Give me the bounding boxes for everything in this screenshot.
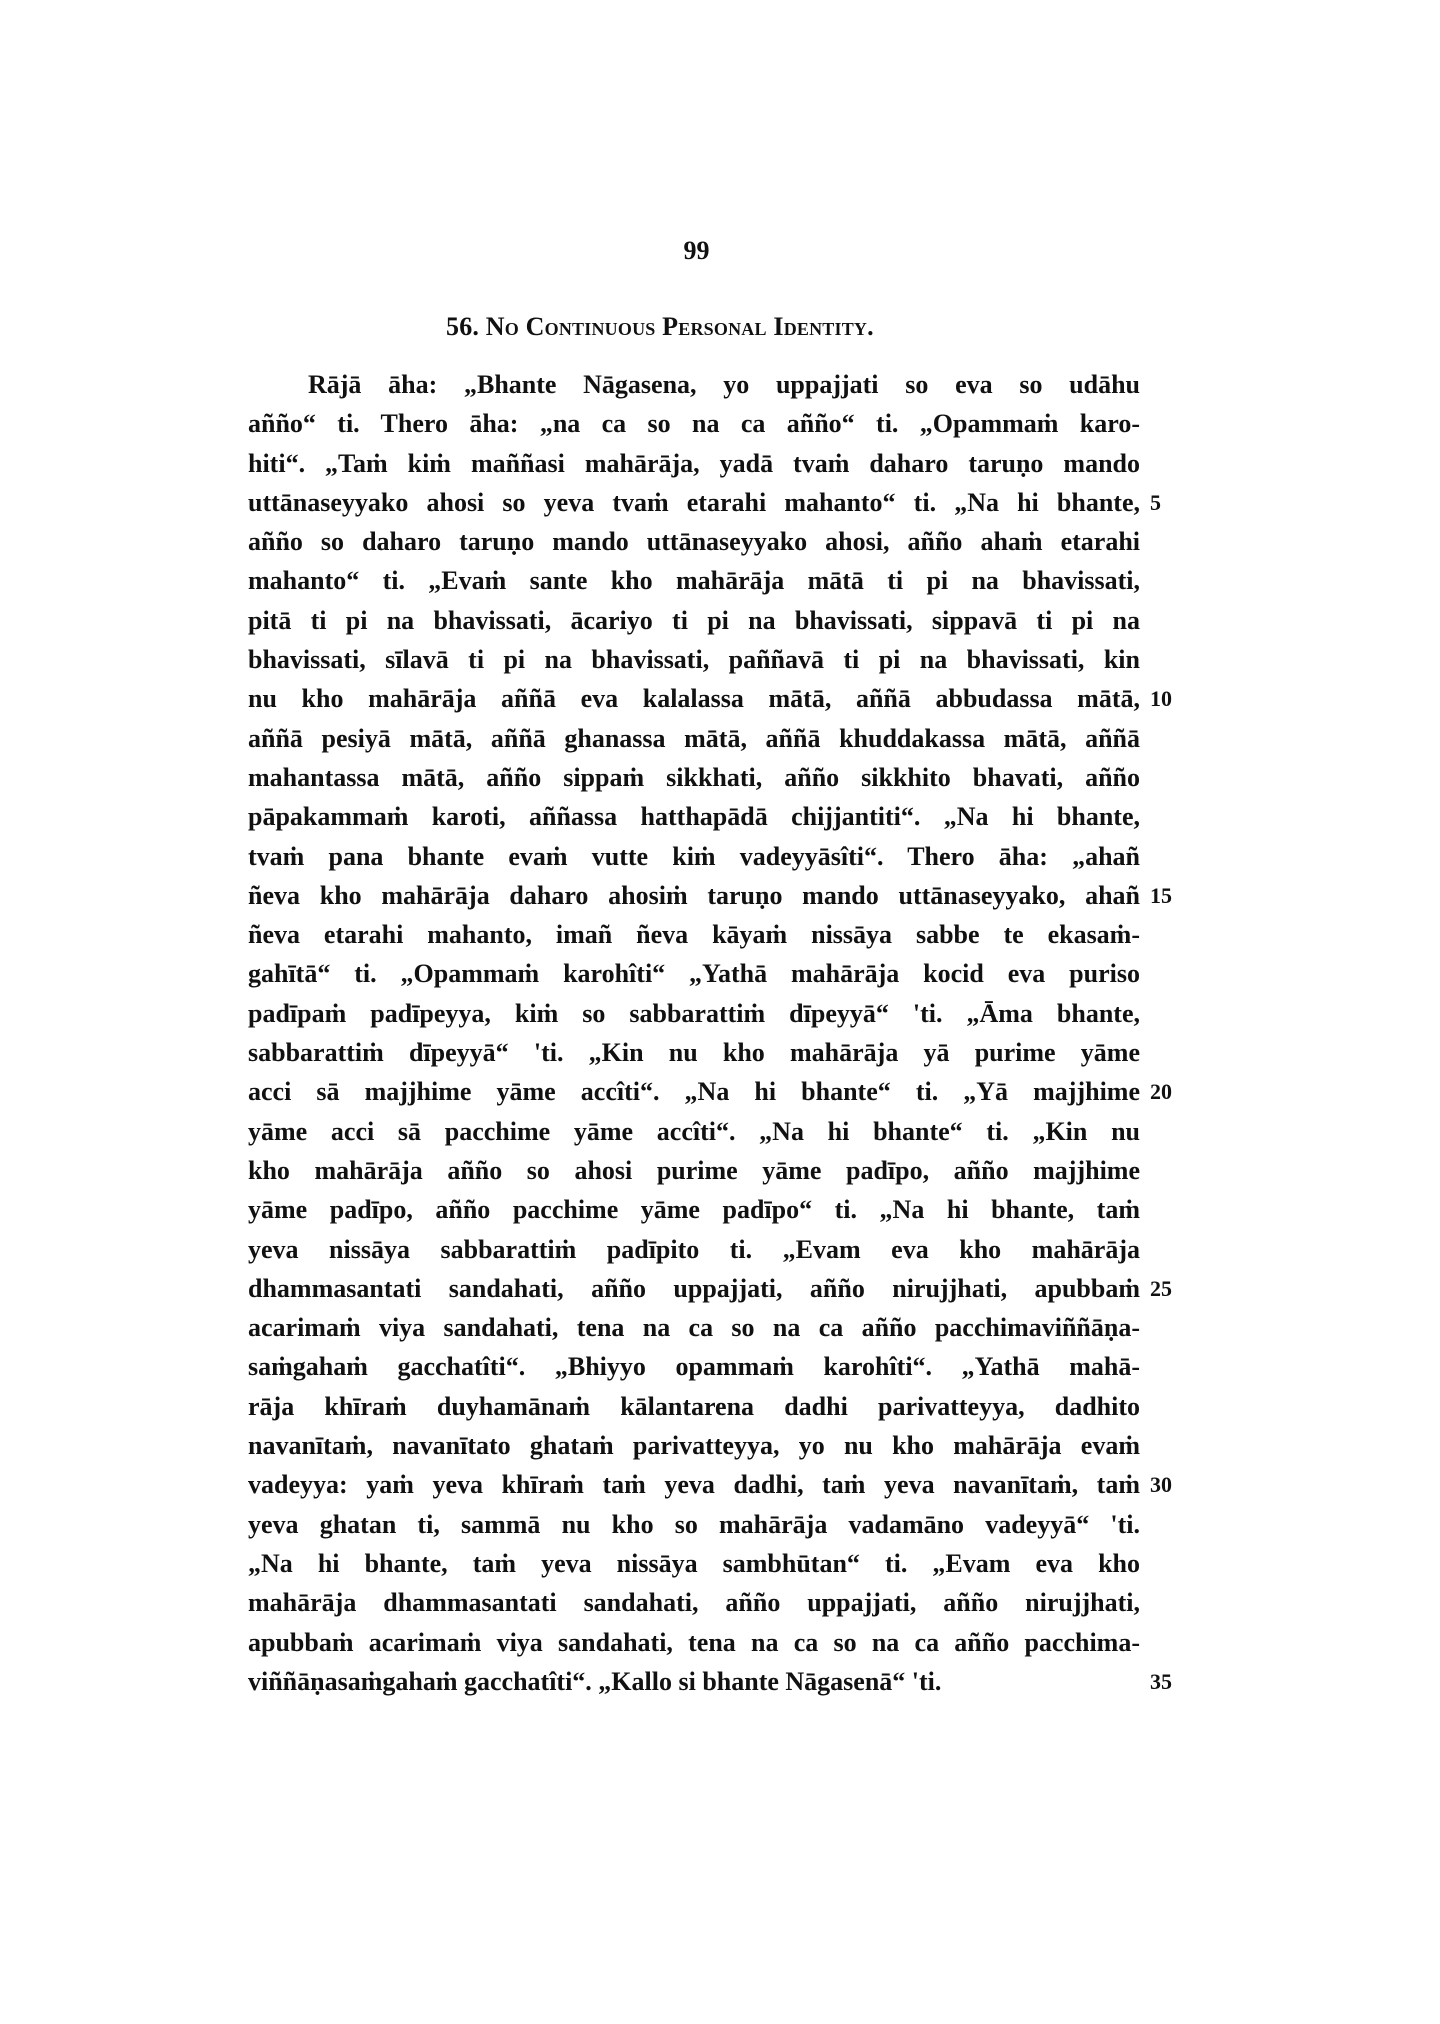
text-line xyxy=(248,679,1172,718)
line-text: ñeva kho mahārāja daharo ahosiṁ taruṇo mando uttānaseyyako, ahañ xyxy=(248,880,1140,910)
line-text: acarimaṁ viya sandahati, tena na ca so na ca añño pacchimaviññāṇa- xyxy=(248,1313,1140,1343)
line-text: vadeyya: yaṁ yeva khīraṁ taṁ yeva dadhi, taṁ yeva navanītaṁ, taṁ xyxy=(248,1470,1140,1500)
text-line xyxy=(248,797,1140,836)
line-text: aññā pesiyā mātā, aññā ghanassa mātā, aññā khuddakassa mātā, aññā xyxy=(248,723,1140,753)
text-line xyxy=(248,1269,1172,1308)
text-line xyxy=(248,365,1140,404)
line-text: padīpaṁ padīpeyya, kiṁ so sabbarattiṁ dīpeyyā“ 'ti. „Āma bhante, xyxy=(248,998,1140,1028)
text-line xyxy=(248,1662,1172,1701)
text-line xyxy=(248,837,1140,876)
text-line xyxy=(248,483,1161,522)
line-number: 5 xyxy=(1150,489,1161,515)
line-number: 10 xyxy=(1150,686,1172,712)
text-line xyxy=(248,1112,1140,1151)
line-text: saṁgahaṁ gacchatîti“. „Bhiyyo opammaṁ karohîti“. „Yathā mahā- xyxy=(248,1352,1140,1382)
line-text: bhavissati, sīlavā ti pi na bhavissati, paññavā ti pi na bhavissati, kin xyxy=(248,645,1140,675)
text-line xyxy=(248,1505,1140,1544)
text-line xyxy=(248,1426,1140,1465)
line-text: viññāṇasaṁgahaṁ gacchatîti“. „Kallo si bhante Nāgasenā“ 'ti. xyxy=(248,1666,942,1696)
line-text: acci sā majjhime yāme accîti“. „Na hi bhante“ ti. „Yā majjhime xyxy=(248,1077,1140,1107)
line-text: „Na hi bhante, taṁ yeva nissāya sambhūtan“ ti. „Evam eva kho xyxy=(248,1548,1140,1578)
text-line xyxy=(248,444,1140,483)
text-line xyxy=(248,1033,1140,1072)
text-line xyxy=(248,640,1140,679)
body-text xyxy=(248,365,1172,1701)
line-text: Rājā āha: „Bhante Nāgasena, yo uppajjati so eva so udāhu xyxy=(308,370,1140,399)
line-number: 20 xyxy=(1150,1079,1172,1105)
line-text: rāja khīraṁ duyhamānaṁ kālantarena dadhi parivatteyya, dadhito xyxy=(248,1391,1140,1421)
line-text: uttānaseyyako ahosi so yeva tvaṁ etarahi mahanto“ ti. „Na hi bhante, xyxy=(248,487,1140,517)
line-number: 25 xyxy=(1150,1275,1172,1301)
line-text: gahītā“ ti. „Opammaṁ karohîti“ „Yathā mahārāja kocid eva puriso xyxy=(248,959,1140,989)
text-line xyxy=(248,404,1140,443)
line-text: hiti“. „Taṁ kiṁ maññasi mahārāja, yadā tvaṁ daharo taruṇo mando xyxy=(248,448,1140,478)
text-line xyxy=(248,994,1140,1033)
text-line xyxy=(248,954,1140,993)
text-line xyxy=(248,601,1140,640)
text-line xyxy=(248,1465,1172,1504)
text-line xyxy=(248,1308,1140,1347)
line-text: yāme acci sā pacchime yāme accîti“. „Na hi bhante“ ti. „Kin nu xyxy=(248,1116,1140,1146)
line-text: nu kho mahārāja aññā eva kalalassa mātā, aññā abbudassa mātā, xyxy=(248,684,1140,714)
line-text: navanītaṁ, navanītato ghataṁ parivatteyya, yo nu kho mahārāja evaṁ xyxy=(248,1431,1140,1461)
text-line xyxy=(248,522,1140,561)
line-number: 35 xyxy=(1150,1668,1172,1694)
text-line xyxy=(248,719,1140,758)
page-number: 99 xyxy=(683,236,710,265)
text-line xyxy=(248,876,1172,915)
line-text: mahantassa mātā, añño sippaṁ sikkhati, añño sikkhito bhavati, añño xyxy=(248,762,1140,792)
line-number: 30 xyxy=(1150,1472,1172,1498)
line-text: pitā ti pi na bhavissati, ācariyo ti pi na bhavissati, sippavā ti pi na xyxy=(248,605,1140,635)
text-line xyxy=(248,1387,1140,1426)
text-line xyxy=(248,1583,1140,1622)
line-text: yeva nissāya sabbarattiṁ padīpito ti. „Evam eva kho mahārāja xyxy=(248,1234,1140,1264)
line-text: mahārāja dhammasantati sandahati, añño uppajjati, añño nirujjhati, xyxy=(248,1588,1140,1618)
text-line xyxy=(248,1072,1172,1111)
line-text: mahanto“ ti. „Evaṁ sante kho mahārāja mātā ti pi na bhavissati, xyxy=(248,566,1140,596)
line-text: dhammasantati sandahati, añño uppajjati, añño nirujjhati, apubbaṁ xyxy=(248,1273,1140,1303)
line-text: kho mahārāja añño so ahosi purime yāme padīpo, añño majjhime xyxy=(248,1155,1140,1185)
line-text: tvaṁ pana bhante evaṁ vutte kiṁ vadeyyāsîti“. Thero āha: „ahañ xyxy=(248,841,1140,871)
line-text: añño so daharo taruṇo mando uttānaseyyako ahosi, añño ahaṁ etarahi xyxy=(248,527,1140,557)
line-number: 15 xyxy=(1150,882,1172,908)
text-line xyxy=(248,1151,1140,1190)
text-line xyxy=(248,1544,1140,1583)
section-heading: 56. No Continuous Personal Identity. xyxy=(446,312,874,341)
line-text: ñeva etarahi mahanto, imañ ñeva kāyaṁ nissāya sabbe te ekasaṁ- xyxy=(248,920,1140,950)
text-line xyxy=(248,1347,1140,1386)
text-line xyxy=(248,915,1140,954)
line-text: yeva ghatan ti, sammā nu kho so mahārāja vadamāno vadeyyā“ 'ti. xyxy=(248,1509,1140,1539)
line-text: apubbaṁ acarimaṁ viya sandahati, tena na ca so na ca añño pacchima- xyxy=(248,1627,1140,1657)
text-line xyxy=(248,561,1140,600)
line-text: añño“ ti. Thero āha: „na ca so na ca añño“ ti. „Opammaṁ karo- xyxy=(248,409,1140,439)
text-line xyxy=(248,758,1140,797)
text-line xyxy=(248,1190,1140,1229)
text-line xyxy=(248,1230,1140,1269)
text-line xyxy=(248,1623,1140,1662)
line-text: pāpakammaṁ karoti, aññassa hatthapādā chijjantiti“. „Na hi bhante, xyxy=(248,802,1140,832)
line-text: yāme padīpo, añño pacchime yāme padīpo“ ti. „Na hi bhante, taṁ xyxy=(248,1195,1140,1225)
line-text: sabbarattiṁ dīpeyyā“ 'ti. „Kin nu kho mahārāja yā purime yāme xyxy=(248,1038,1140,1068)
